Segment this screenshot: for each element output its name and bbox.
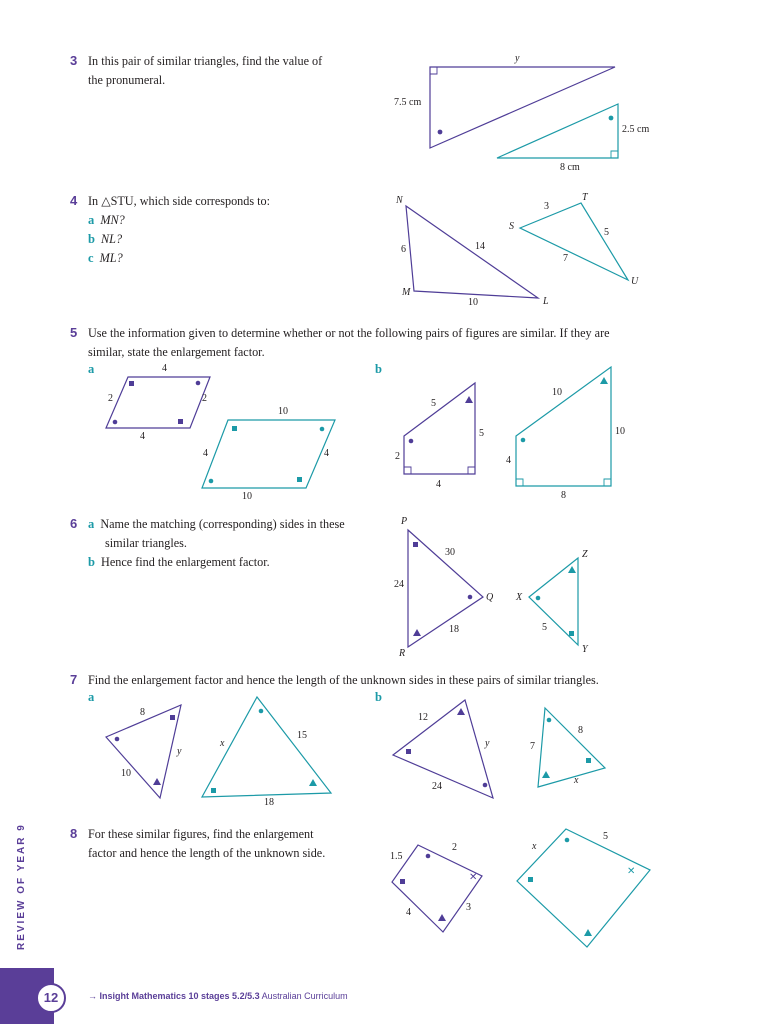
q5b-label: 10 (552, 387, 562, 398)
q7a-label: 15 (297, 730, 307, 741)
q5-part-b-letter: b (375, 362, 382, 376)
q8-cross-marker: ✕ (469, 872, 478, 883)
q7a-label: 10 (121, 768, 131, 779)
q4-part-b: b NL? (88, 232, 123, 246)
q5a-label: 4 (203, 448, 208, 459)
q3-label-side-large: 7.5 cm (394, 97, 422, 108)
q5b-dot-marker (409, 439, 414, 444)
q6-vertex-r: R (399, 648, 406, 659)
q5b-label: 5 (431, 398, 436, 409)
q5b-label: 2 (395, 451, 400, 462)
q5a-label: 2 (108, 393, 113, 404)
q6-vertex-y: Y (582, 644, 588, 655)
q5a-dot-marker (196, 381, 201, 386)
q5-text-line2: similar, state the enlargement factor. (88, 345, 265, 359)
q5a-label: 4 (140, 431, 145, 442)
q3-text-line1: In this pair of similar triangles, find the value of (88, 54, 323, 68)
q7a-triangle-marker (153, 778, 161, 785)
q4-vertex-l: L (543, 296, 549, 307)
q4-triangle-mnl (406, 206, 538, 298)
footer-rule (0, 998, 34, 999)
q7b-dot-marker (483, 783, 488, 788)
q8-text-line1: For these similar figures, find the enlargement (88, 827, 314, 841)
q6-dot-marker (536, 596, 541, 601)
q8-dot-marker (565, 838, 570, 843)
q7-part-b-letter: b (375, 690, 382, 704)
q5b-label: 10 (615, 426, 625, 437)
q3-number: 3 (70, 53, 78, 68)
q6-triangle-marker (568, 566, 576, 573)
q6-vertex-z: Z (582, 549, 588, 560)
q4-vertex-n: N (396, 195, 403, 206)
q4-intro: In △STU, which side corresponds to: (88, 194, 271, 208)
q6-side-xy: 5 (542, 622, 547, 633)
q8-label: 4 (406, 907, 411, 918)
q6-square-marker (413, 542, 418, 547)
q7a-square-marker (170, 715, 175, 720)
q4-triangle-stu (520, 203, 628, 280)
q8-large-kite (517, 829, 650, 947)
q8-triangle-marker (584, 929, 592, 936)
q6-triangle-marker (413, 629, 421, 636)
q5b-large-trapezium (516, 367, 611, 486)
q6-square-marker (569, 631, 574, 636)
q5b-triangle-marker (465, 396, 473, 403)
q7b-dot-marker (547, 718, 552, 723)
q6-side-pq: 30 (445, 547, 455, 558)
q5b-label: 8 (561, 490, 566, 501)
q6-part-a-line1: a Name the matching (corresponding) sides in these (88, 517, 345, 531)
q7b-label: 8 (578, 725, 583, 736)
q3-angle-dot-small (609, 116, 614, 121)
q6-vertex-x: X (516, 592, 523, 603)
q7a-label: 8 (140, 707, 145, 718)
q6-side-qr: 18 (449, 624, 459, 635)
q3-small-triangle (497, 104, 618, 158)
q8-square-marker (528, 877, 533, 882)
q5-text-line1: Use the information given to determine whether or not the following pairs of figures are similar. If they are (88, 326, 610, 340)
q7-number: 7 (70, 672, 78, 687)
section-tag: REVIEW OF YEAR 9 (16, 823, 27, 950)
q7b-triangle-marker (542, 771, 550, 778)
q6-vertex-p: P (401, 516, 408, 527)
q5a-square-marker (178, 419, 183, 424)
q4-vertex-u: U (631, 276, 639, 287)
q5b-small-trapezium (404, 383, 475, 474)
q4-side-mn: 6 (401, 244, 406, 255)
q6-part-b: b Hence find the enlargement factor. (88, 555, 270, 569)
q4-number: 4 (70, 193, 78, 208)
q8-label: 2 (452, 842, 457, 853)
q4-part-c: c ML? (88, 251, 123, 265)
q5a-dot-marker (209, 479, 214, 484)
q5a-label: 4 (324, 448, 329, 459)
q8-label: 3 (466, 902, 471, 913)
q7b-triangle-marker (457, 708, 465, 715)
q4-side-su: 7 (563, 253, 568, 264)
q4-part-a: a MN? (88, 213, 125, 227)
q7b-label: 24 (432, 781, 442, 792)
q5-part-a-letter: a (88, 362, 95, 376)
q7a-triangle-marker (309, 779, 317, 786)
q4-vertex-m: M (402, 287, 411, 298)
q4-vertex-t: T (582, 192, 588, 203)
q7a-label: y (177, 746, 182, 757)
q5a-label: 2 (202, 393, 207, 404)
q6-side-pr: 24 (394, 579, 404, 590)
q7b-square-marker (586, 758, 591, 763)
q6-dot-marker (468, 595, 473, 600)
q8-small-kite (392, 845, 482, 932)
q5a-large-parallelogram (202, 420, 335, 488)
q5a-dot-marker (320, 427, 325, 432)
q5a-small-parallelogram (106, 377, 210, 428)
q5a-label: 10 (278, 406, 288, 417)
q3-text-line2: the pronumeral. (88, 73, 166, 87)
q5a-square-marker (129, 381, 134, 386)
q5-number: 5 (70, 325, 78, 340)
q4-side-ml: 10 (468, 297, 478, 308)
q7a-label: x (220, 738, 225, 749)
q7-text: Find the enlargement factor and hence the length of the unknown sides in these pairs of similar triangles. (88, 673, 599, 687)
q8-dot-marker (426, 854, 431, 859)
q7b-label: y (485, 738, 490, 749)
q3-label-y: y (515, 53, 520, 64)
q7b-label: 7 (530, 741, 535, 752)
q4-side-tu: 5 (604, 227, 609, 238)
q5a-dot-marker (113, 420, 118, 425)
q6-vertex-q: Q (486, 592, 494, 603)
q8-text-line2: factor and hence the length of the unknown side. (88, 846, 326, 860)
q7b-label: x (574, 775, 579, 786)
q3-angle-dot-large (438, 130, 443, 135)
q7a-small-triangle (106, 705, 181, 798)
q5a-square-marker (232, 426, 237, 431)
q7-part-a-letter: a (88, 690, 95, 704)
q8-label: 5 (603, 831, 608, 842)
q5b-label: 4 (506, 455, 511, 466)
q8-cross-marker: ✕ (627, 866, 636, 877)
q7b-label: 12 (418, 712, 428, 723)
page-number: 12 (43, 990, 59, 1005)
q5b-label: 5 (479, 428, 484, 439)
q5b-label: 4 (436, 479, 441, 490)
q7a-dot-marker (115, 737, 120, 742)
q6-part-a-line2: similar triangles. (105, 536, 187, 550)
q5a-label: 4 (162, 363, 167, 374)
q4-vertex-s: S (509, 221, 514, 232)
q8-label: 1.5 (390, 851, 403, 862)
q5b-dot-marker (521, 438, 526, 443)
q8-square-marker (400, 879, 405, 884)
q4-side-nl: 14 (475, 241, 485, 252)
q6-number: 6 (70, 516, 78, 531)
footer-book-title: → Insight Mathematics 10 stages 5.2/5.3 Australian Curriculum (88, 991, 348, 1001)
q7a-dot-marker (259, 709, 264, 714)
q3-large-triangle (430, 67, 615, 148)
q7a-label: 18 (264, 797, 274, 808)
q7a-square-marker (211, 788, 216, 793)
q3-label-side-small: 2.5 cm (622, 124, 650, 135)
q7b-square-marker (406, 749, 411, 754)
q3-label-base-small: 8 cm (560, 162, 580, 173)
q4-side-st: 3 (544, 201, 549, 212)
q5a-label: 10 (242, 491, 252, 502)
q8-number: 8 (70, 826, 78, 841)
q5a-square-marker (297, 477, 302, 482)
q5b-triangle-marker (600, 377, 608, 384)
q8-triangle-marker (438, 914, 446, 921)
q8-label: x (532, 841, 537, 852)
